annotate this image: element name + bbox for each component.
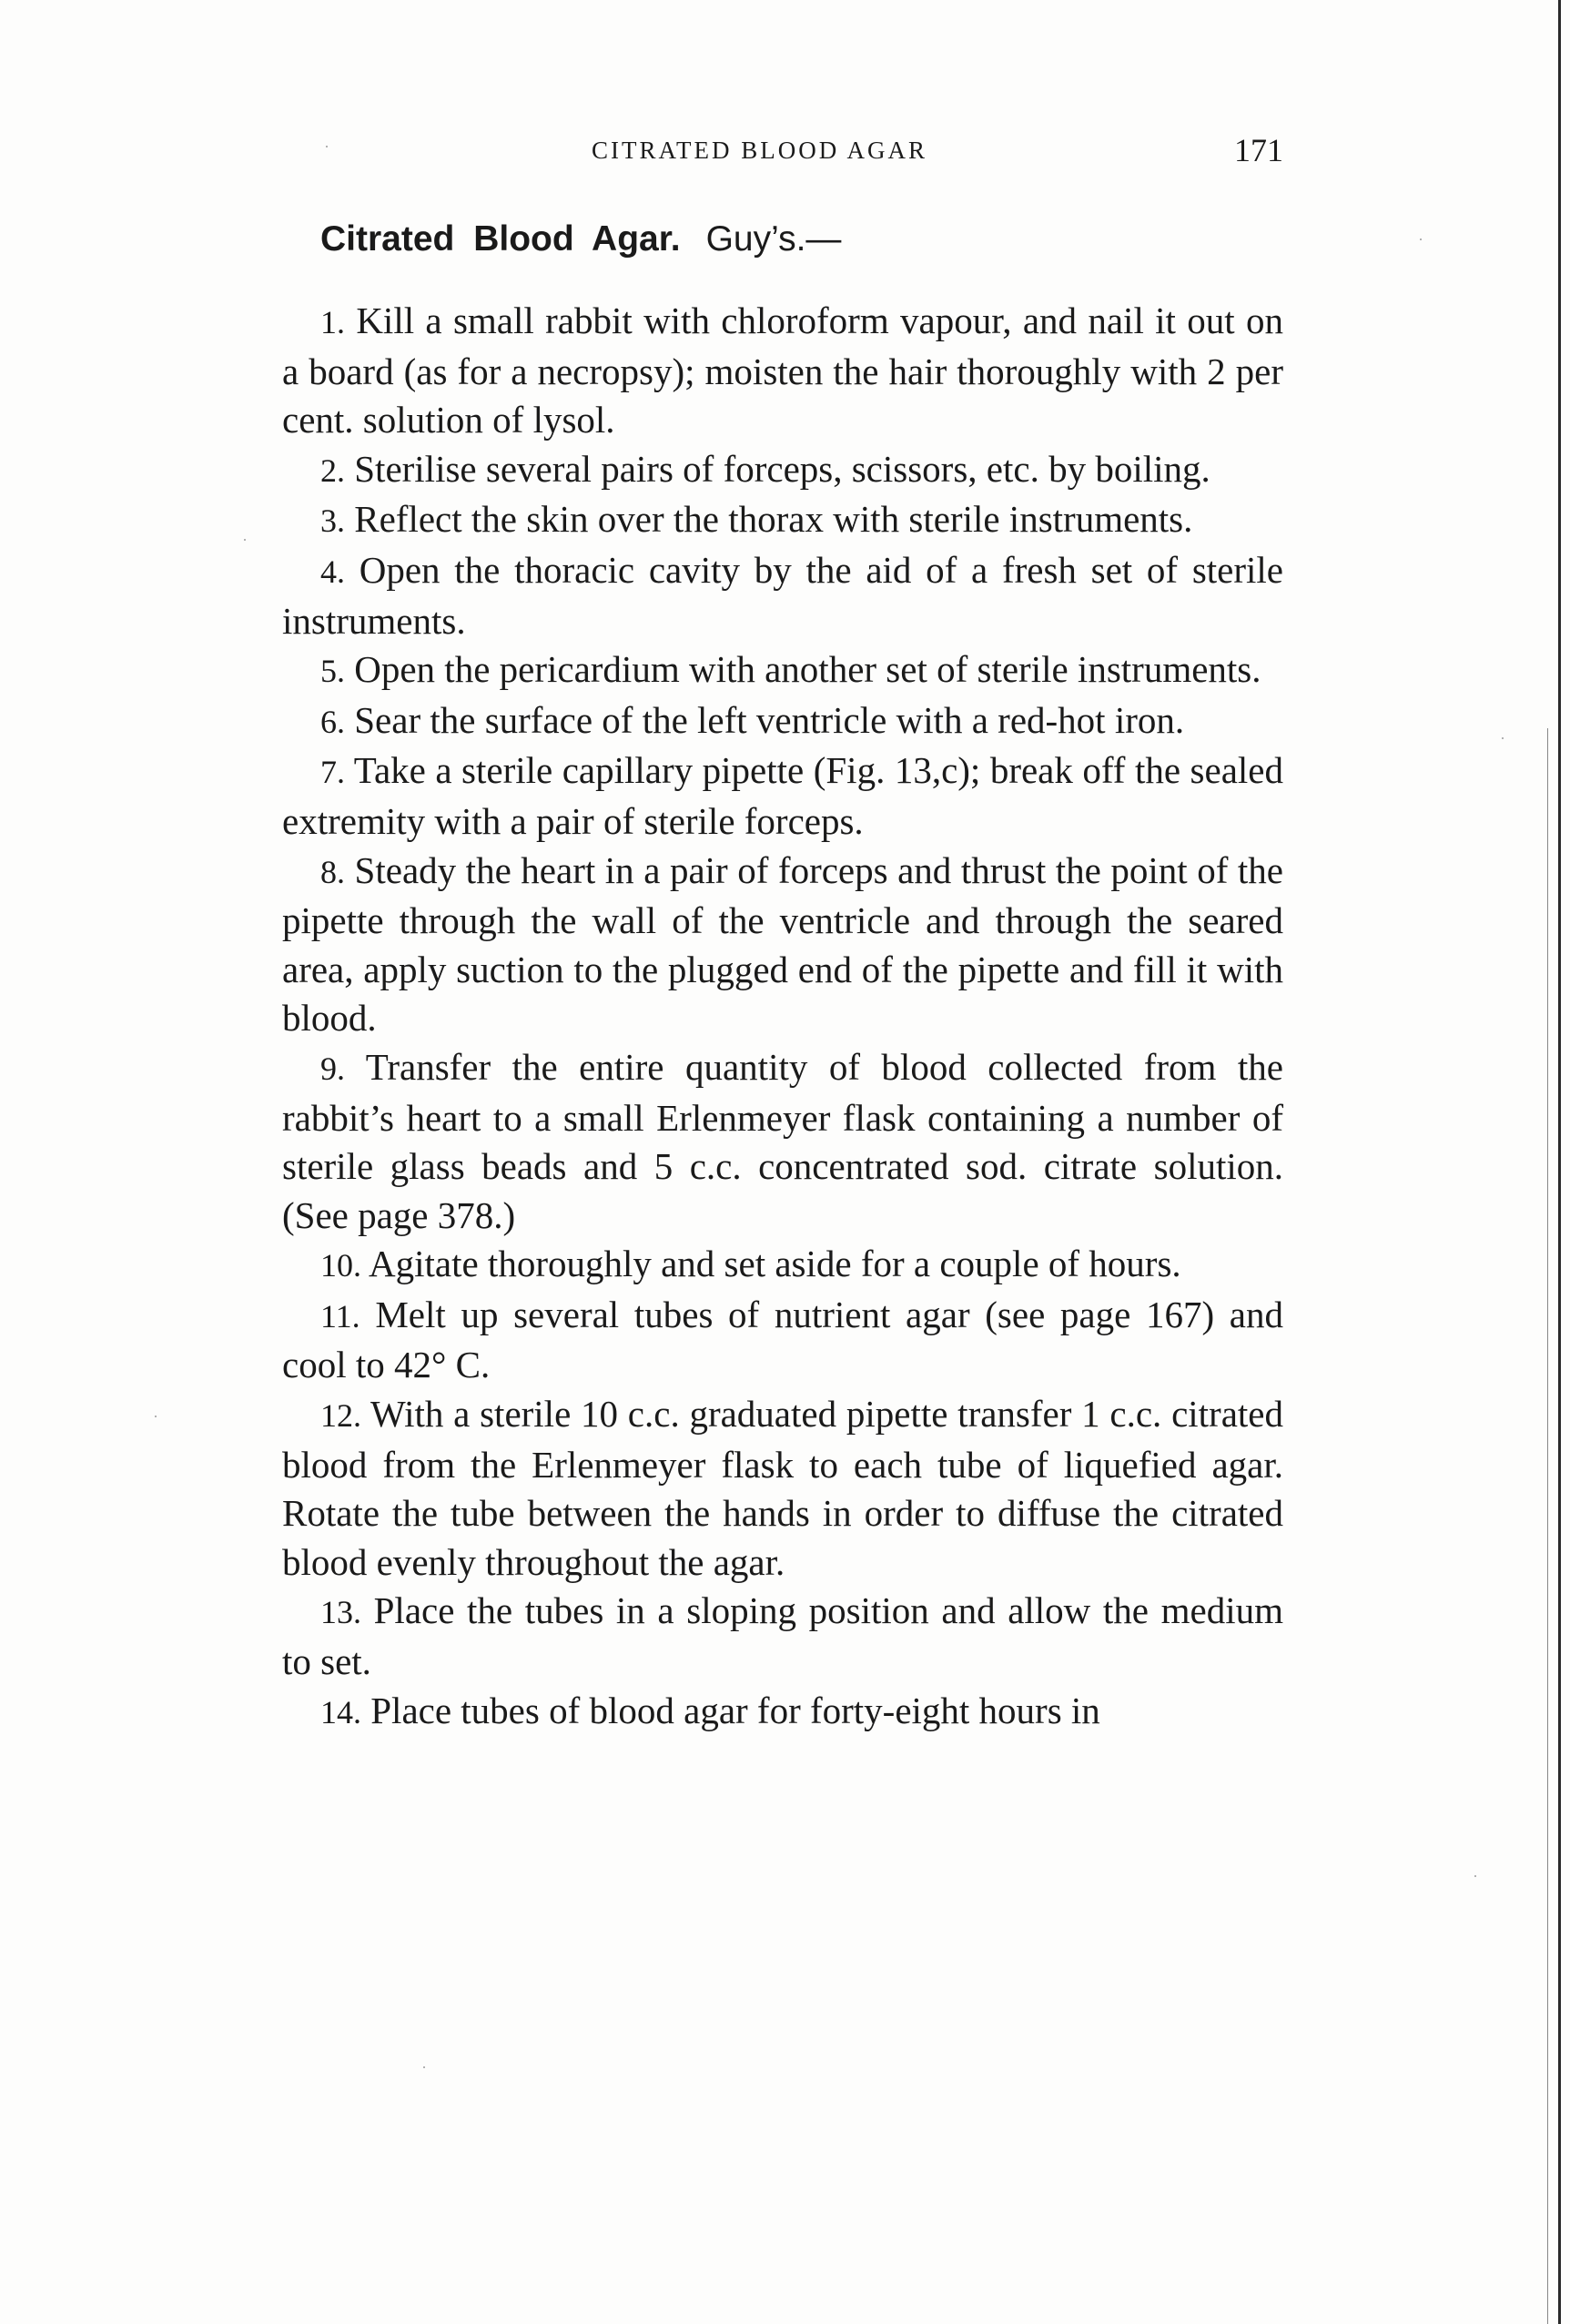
step-text: With a sterile 10 c.c. graduated pipette transfer 1 c.c. citrated blood from the Erlenmeyer flask to each tube of liquefied agar. Rotate the tube between the hands in order to diffuse the citrated blood evenly throughout the agar.	[282, 1393, 1283, 1583]
step-paragraph	[282, 645, 1283, 696]
step-number: 11.	[320, 1297, 360, 1335]
step-number: 13.	[320, 1594, 361, 1631]
procedure-steps	[282, 297, 1283, 1737]
speck	[244, 539, 246, 541]
step-number: 3.	[320, 502, 345, 540]
running-head	[282, 127, 1283, 173]
step-text: Place tubes of blood agar for forty-eight hours in	[370, 1689, 1100, 1731]
step-paragraph	[282, 546, 1283, 645]
step-text: Sterilise several pairs of forceps, scissors, etc. by boiling.	[354, 447, 1210, 490]
step-number: 4.	[320, 553, 345, 590]
section-heading	[320, 214, 841, 265]
step-text: Transfer the entire quantity of blood collected from the rabbit’s heart to a small Erlenmeyer flask containing a number of sterile glass beads and 5 c.c. concentrated sod. citrate solution. (See page 378.)	[282, 1045, 1283, 1236]
step-text: Reflect the skin over the thorax with sterile instruments.	[354, 498, 1193, 541]
step-paragraph	[282, 297, 1283, 445]
step-text: Open the thoracic cavity by the aid of a fresh set of sterile instruments.	[282, 548, 1283, 642]
step-paragraph	[282, 1240, 1283, 1291]
step-number: 7.	[320, 754, 345, 791]
speck	[155, 1416, 157, 1417]
step-number: 8.	[320, 853, 345, 890]
speck	[423, 2066, 425, 2068]
step-text: Agitate thoroughly and set aside for a couple of hours.	[369, 1243, 1181, 1285]
step-text: Place the tubes in a sloping position and allow the medium to set.	[282, 1589, 1283, 1683]
step-paragraph	[282, 495, 1283, 546]
heading-title: Citrated Blood Agar.	[320, 219, 681, 259]
step-paragraph	[282, 1291, 1283, 1390]
step-paragraph	[282, 1390, 1283, 1587]
step-number: 1.	[320, 304, 345, 340]
step-paragraph	[282, 746, 1283, 846]
step-text: Sear the surface of the left ventricle with a red-hot iron.	[354, 698, 1185, 741]
step-number: 9.	[320, 1050, 345, 1087]
heading-source: Guy’s.—	[705, 219, 842, 259]
page-number: 171	[1234, 132, 1283, 168]
page-edge-line	[1558, 0, 1561, 2324]
step-paragraph	[282, 1587, 1283, 1686]
step-text: Kill a small rabbit with chloroform vapour, and nail it out on a board (as for a necropsy); moisten the hair thoroughly with 2 per cent. solution of lysol.	[282, 299, 1283, 441]
speck	[1502, 737, 1504, 739]
step-text: Melt up several tubes of nutrient agar (see page 167) and cool to 42° C.	[282, 1293, 1283, 1386]
speck	[1420, 238, 1422, 240]
step-number: 14.	[320, 1693, 361, 1730]
step-number: 2.	[320, 452, 345, 489]
step-text: Steady the heart in a pair of forceps and thrust the point of the pipette through the wall of the ventricle and through the seared area, apply suction to the plugged end of the pipette and fill it with blood.	[282, 848, 1284, 1040]
page-edge-shadow	[1547, 728, 1548, 2324]
step-text: Take a sterile capillary pipette (Fig. 13,c); break off the sealed extremity with a pair of sterile forceps.	[282, 749, 1283, 842]
step-paragraph	[282, 445, 1283, 496]
running-title: CITRATED BLOOD AGAR	[592, 137, 928, 164]
step-number: 10.	[320, 1247, 361, 1284]
step-paragraph	[282, 847, 1283, 1043]
step-number: 5.	[320, 653, 345, 690]
step-paragraph	[282, 1687, 1283, 1738]
step-number: 12.	[320, 1397, 361, 1435]
speck	[1474, 1875, 1476, 1877]
step-number: 6.	[320, 703, 345, 740]
step-text: Open the pericardium with another set of sterile instruments.	[354, 648, 1261, 691]
step-paragraph	[282, 1043, 1283, 1240]
step-paragraph	[282, 696, 1283, 747]
